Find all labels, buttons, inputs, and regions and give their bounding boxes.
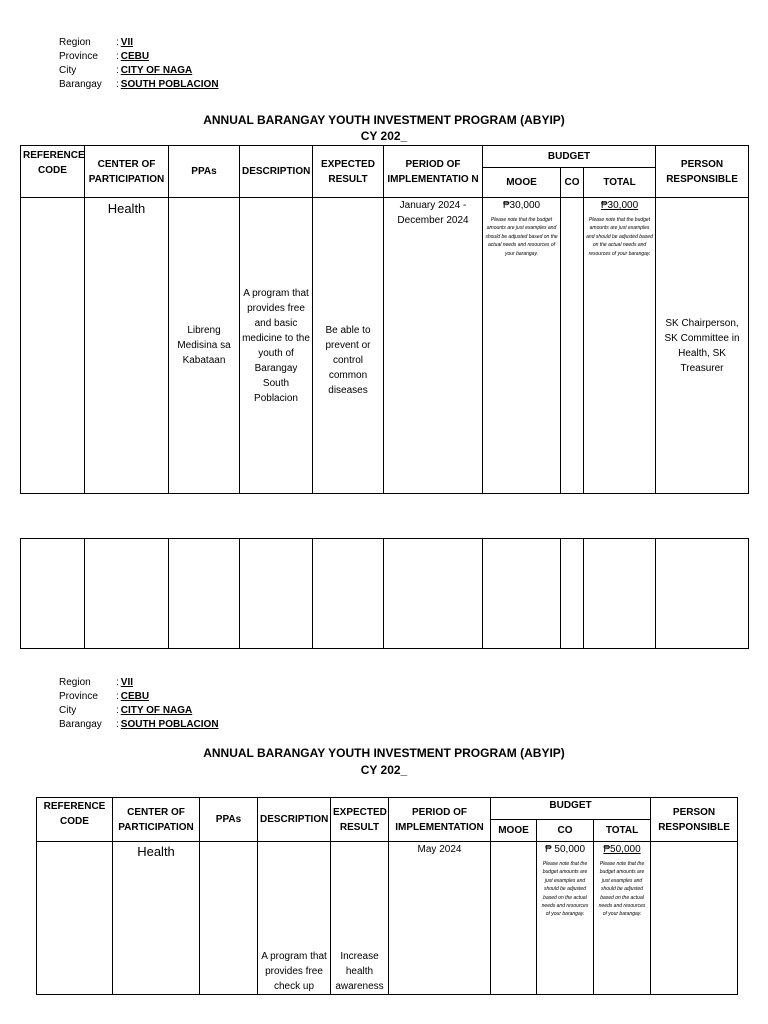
- calendar-year: CY 202_: [360, 129, 408, 143]
- col-total: TOTAL: [584, 168, 656, 198]
- empty-cell: [384, 539, 483, 649]
- col-ppas: PPAs: [169, 146, 240, 198]
- cell-center-text: Health: [137, 844, 175, 859]
- empty-cell: [240, 539, 313, 649]
- col-period-of-implementation: PERIOD OF IMPLEMENTATIO N: [384, 146, 483, 198]
- empty-cell: [85, 539, 169, 649]
- col-center-of-participation: CENTER OF PARTICIPATION: [85, 146, 169, 198]
- barangay-label: Barangay: [59, 79, 102, 90]
- header-row: [37, 798, 738, 820]
- province-value: CEBU: [120, 691, 150, 702]
- region-label: Region: [59, 677, 91, 688]
- cell-total: [594, 842, 651, 995]
- col-description: DESCRIPTION: [240, 146, 313, 198]
- city-label: City: [59, 705, 77, 716]
- col-person-responsible: PERSON RESPONSIBLE: [651, 798, 738, 842]
- abyip-table-top: [20, 145, 749, 494]
- cell-center: [113, 842, 200, 995]
- total-note: Please note that the budget amounts are just examples and should be adjusted based on the actual needs and resources of your barangay.: [586, 217, 653, 257]
- total-amount: ₱50,000: [603, 844, 641, 855]
- cell-reference-code: [21, 198, 85, 494]
- cell-period: January 2024 - December 2024: [384, 198, 483, 494]
- col-mooe: MOOE: [491, 820, 537, 842]
- abyip-table-continuation: [20, 538, 749, 649]
- col-total: TOTAL: [594, 820, 651, 842]
- table-row: [37, 842, 738, 995]
- document-title: ANNUAL BARANGAY YOUTH INVESTMENT PROGRAM (ABYIP): [203, 746, 565, 760]
- cell-expected-result: Increase health awareness: [331, 842, 389, 995]
- city-value: CITY OF NAGA: [120, 65, 193, 76]
- cell-period: May 2024: [389, 842, 491, 995]
- empty-cell: [169, 539, 240, 649]
- province-label: Province: [59, 691, 98, 702]
- cell-mooe: [483, 198, 561, 494]
- cell-reference-code: [37, 842, 113, 995]
- mooe-amount: ₱30,000: [502, 200, 541, 211]
- cell-description: A program that provides free check up: [258, 842, 331, 995]
- cell-ppas: [200, 842, 258, 995]
- co-note: Please note that the budget amounts are just examples and should be adjusted based on the actual needs and resources of your barangay.: [541, 861, 589, 918]
- cell-mooe: [491, 842, 537, 995]
- col-mooe: MOOE: [483, 168, 561, 198]
- cell-ppas: Libreng Medisina sa Kabataan: [169, 198, 240, 494]
- cell-center-text: Health: [107, 201, 146, 216]
- city-label: City: [59, 65, 77, 76]
- location-info-top: Region : VII Province : CEBU City : CITY OF NAGA Barangay : SOUTH POBLACION: [59, 37, 219, 90]
- mooe-note: Please note that the budget amounts are just examples and should be adjusted based on the actual needs and resources of your barangay.: [485, 217, 558, 257]
- cell-expected-result: Be able to prevent or control common diseases: [313, 198, 384, 494]
- col-budget: BUDGET: [483, 146, 656, 168]
- total-amount: ₱30,000: [600, 200, 639, 211]
- barangay-label: Barangay: [59, 719, 102, 730]
- cell-person-responsible: SK Chairperson, SK Committee in Health, SK Treasurer: [656, 198, 749, 494]
- col-expected-result: EXPECTED RESULT: [331, 798, 389, 842]
- empty-cell: [21, 539, 85, 649]
- empty-cell: [313, 539, 384, 649]
- barangay-value: SOUTH POBLACION: [120, 719, 219, 730]
- col-center-of-participation: CENTER OF PARTICIPATION: [113, 798, 200, 842]
- col-co: CO: [537, 820, 594, 842]
- col-co: CO: [561, 168, 584, 198]
- cell-center: [85, 198, 169, 494]
- abyip-table-bottom: [36, 797, 738, 995]
- region-value: VII: [120, 37, 134, 48]
- empty-row: [21, 539, 749, 649]
- col-person-responsible: PERSON RESPONSIBLE: [656, 146, 749, 198]
- province-value: CEBU: [120, 51, 150, 62]
- cell-co: [537, 842, 594, 995]
- barangay-value: SOUTH POBLACION: [120, 79, 219, 90]
- calendar-year: CY 202_: [360, 763, 408, 777]
- col-description: DESCRIPTION: [258, 798, 331, 842]
- cell-description: A program that provides free and basic medicine to the youth of Barangay South Poblacion: [240, 198, 313, 494]
- col-reference-code: REFERENCE CODE: [21, 146, 85, 198]
- col-period-of-implementation: PERIOD OF IMPLEMENTATION: [389, 798, 491, 842]
- col-reference-code: REFERENCE CODE: [37, 798, 113, 842]
- province-label: Province: [59, 51, 98, 62]
- col-expected-result: EXPECTED RESULT: [313, 146, 384, 198]
- co-amount: ₱ 50,000: [544, 844, 586, 855]
- region-value: VII: [120, 677, 134, 688]
- location-info-bottom: Region : VII Province : CEBU City : CITY OF NAGA Barangay : SOUTH POBLACION: [59, 677, 219, 730]
- region-label: Region: [59, 37, 91, 48]
- cell-co: [561, 198, 584, 494]
- empty-cell: [584, 539, 656, 649]
- total-note: Please note that the budget amounts are just examples and should be adjusted based on the actual needs and resources of your barangay.: [598, 861, 646, 918]
- col-ppas: PPAs: [200, 798, 258, 842]
- cell-total: [584, 198, 656, 494]
- empty-cell: [656, 539, 749, 649]
- cell-person-responsible: [651, 842, 738, 995]
- table-row: [21, 198, 749, 494]
- document-title: ANNUAL BARANGAY YOUTH INVESTMENT PROGRAM (ABYIP): [203, 113, 565, 127]
- empty-cell: [483, 539, 561, 649]
- header-row: [21, 146, 749, 168]
- empty-cell: [561, 539, 584, 649]
- city-value: CITY OF NAGA: [120, 705, 193, 716]
- col-budget: BUDGET: [491, 798, 651, 820]
